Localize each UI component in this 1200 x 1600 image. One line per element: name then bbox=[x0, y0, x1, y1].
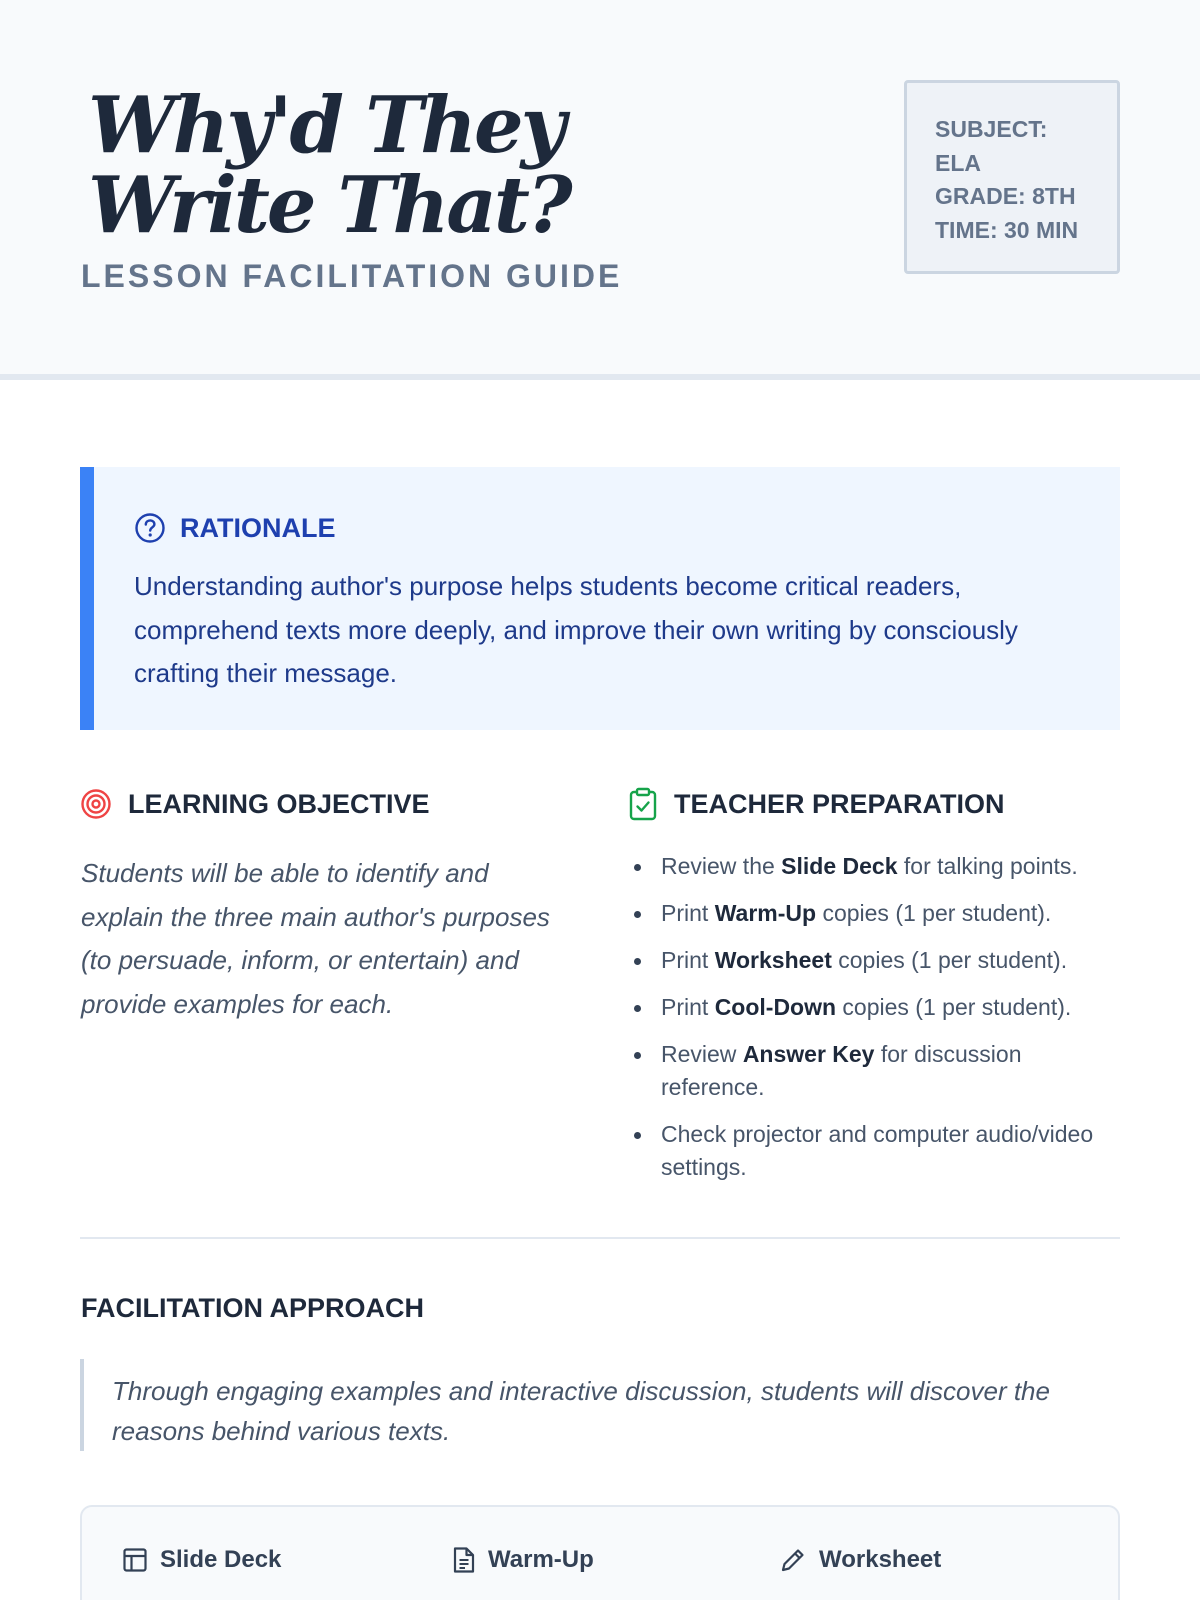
page-title: Why'd They Write That? bbox=[88, 80, 570, 251]
list-item: Review the Slide Deck for talking points. bbox=[634, 850, 1124, 883]
teacher-preparation-heading bbox=[628, 784, 1005, 824]
clipboard-check-icon bbox=[628, 787, 658, 821]
lesson-meta-box bbox=[904, 80, 1120, 274]
teacher-preparation-label: TEACHER PREPARATION bbox=[674, 788, 1005, 819]
target-icon bbox=[80, 788, 112, 820]
section-divider bbox=[80, 1237, 1120, 1239]
facilitation-approach-heading: FACILITATION APPROACH bbox=[81, 1293, 424, 1323]
material-label: Worksheet bbox=[819, 1546, 942, 1573]
list-item: Print Cool-Down copies (1 per student). bbox=[634, 991, 1124, 1024]
learning-objective-heading bbox=[80, 784, 430, 824]
rationale-heading-label: RATIONALE bbox=[180, 512, 336, 543]
document-icon bbox=[452, 1546, 476, 1574]
learning-objective-label: LEARNING OBJECTIVE bbox=[128, 788, 430, 819]
layout-icon bbox=[122, 1547, 148, 1573]
material-slide-deck[interactable] bbox=[122, 1543, 281, 1577]
rationale-heading bbox=[134, 511, 336, 545]
meta-time: TIME: 30 MIN bbox=[935, 216, 1079, 243]
meta-subject-label: SUBJECT: bbox=[935, 116, 1048, 142]
meta-grade: GRADE: 8TH bbox=[935, 183, 1076, 209]
material-label: Slide Deck bbox=[160, 1546, 282, 1573]
material-worksheet[interactable] bbox=[779, 1543, 941, 1577]
page-subtitle: LESSON FACILITATION GUIDE bbox=[81, 258, 623, 294]
list-item: Review Answer Key for discussion reference. bbox=[634, 1038, 1124, 1104]
list-item: Print Warm-Up copies (1 per student). bbox=[634, 897, 1124, 930]
rationale-callout bbox=[80, 467, 1120, 730]
list-item: Print Worksheet copies (1 per student). bbox=[634, 944, 1124, 977]
facilitation-approach-quote: Through engaging examples and interactive discussion, students will discover the reasons behind various texts. bbox=[80, 1359, 1120, 1451]
lesson-header bbox=[0, 0, 1200, 380]
preparation-list bbox=[634, 850, 1124, 1198]
pencil-icon bbox=[779, 1546, 807, 1574]
question-circle-icon bbox=[134, 512, 166, 544]
meta-subject-value: ELA bbox=[935, 149, 981, 176]
learning-objective-text: Students will be able to identify and explain the three main author's purposes (to persuade, inform, or entertain) and provide examples for each. bbox=[81, 858, 550, 1019]
materials-panel bbox=[80, 1505, 1120, 1600]
material-warm-up[interactable] bbox=[452, 1543, 594, 1577]
rationale-text: Understanding author's purpose helps students become critical readers, comprehend texts more deeply, and improve their own writing by consciously crafting their message. bbox=[134, 571, 1018, 688]
material-label: Warm-Up bbox=[488, 1546, 594, 1573]
list-item: Check projector and computer audio/video settings. bbox=[634, 1118, 1124, 1184]
